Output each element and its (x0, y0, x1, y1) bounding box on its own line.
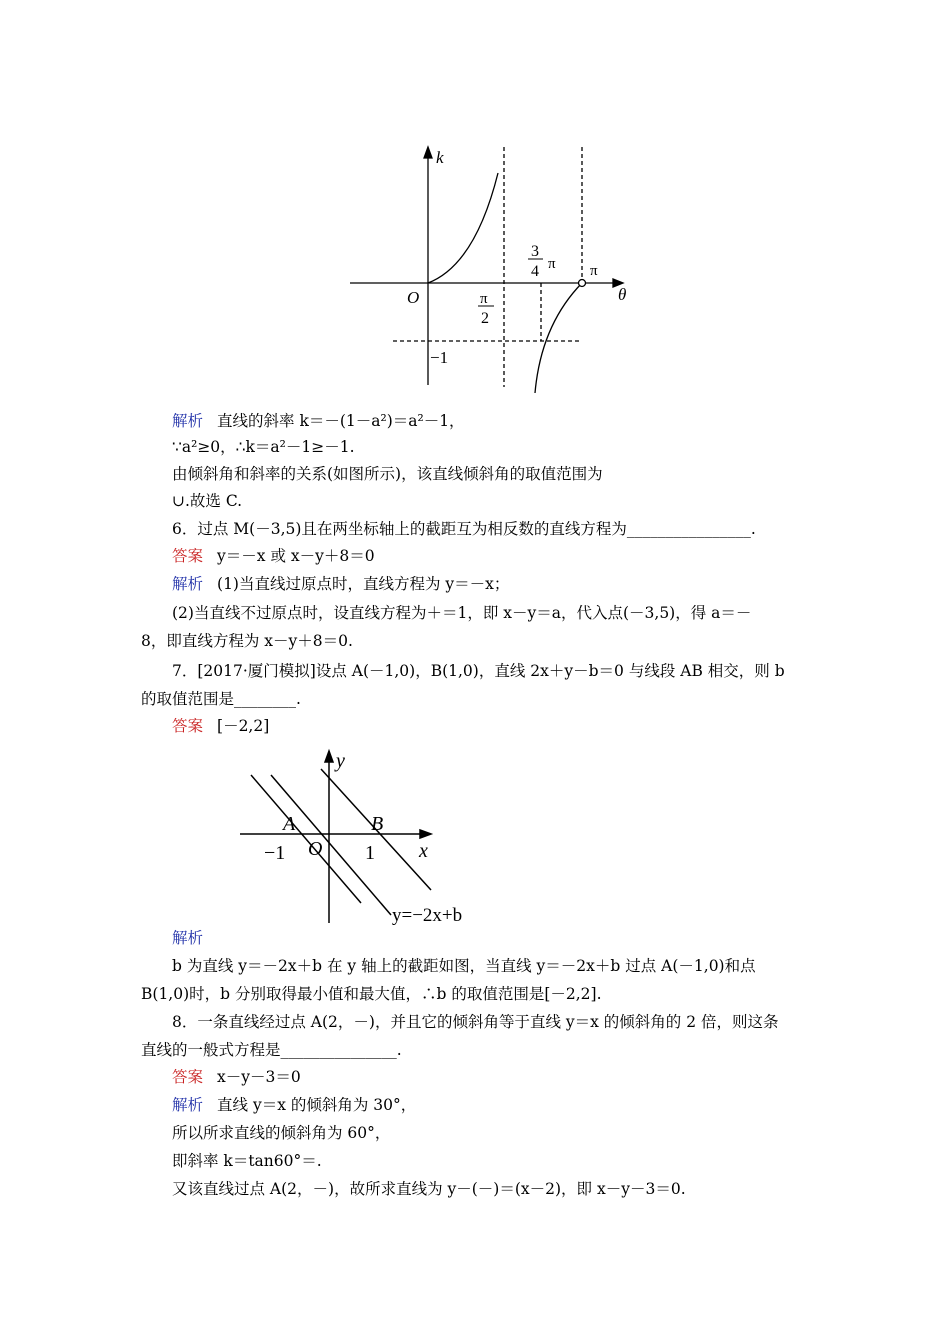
line-segment-figure (226, 745, 488, 930)
q5-analysis-line2: ∵a²≥0，∴k＝a²－1≥－1. (172, 438, 355, 456)
q8-analysis-line4: 又该直线过点 A(2，－)，故所求直线为 y－(－)＝(x－2)，即 x－y－3＝0. (172, 1180, 686, 1198)
q6-stem: 6．过点 M(－3,5)且在两坐标轴上的截距互为相反数的直线方程为________________. (172, 520, 756, 538)
q7-analysis-label: 解析 (172, 929, 204, 947)
q8-analysis-line1: 解析 直线 y＝x 的倾斜角为 30°， (172, 1096, 417, 1114)
tan-curve-right (535, 283, 582, 393)
q8-answer-line: 答案 x－y－3＝0 (172, 1068, 301, 1086)
analysis-label: 解析 (172, 412, 204, 430)
answer-label: 答案 (172, 547, 204, 565)
q7-stem-line2: 的取值范围是________. (141, 690, 301, 708)
point-a-label: A (283, 813, 296, 835)
origin-label: O (407, 288, 420, 307)
k-label: k (436, 148, 444, 167)
q5-analysis-line3: 由倾斜角和斜率的关系(如图所示)，该直线倾斜角的取值范围为 (172, 465, 603, 483)
q8-analysis-line2: 所以所求直线的倾斜角为 60°， (172, 1124, 391, 1142)
line-equation-label: y=−2x+b (392, 905, 463, 926)
slope-angle-figure (345, 125, 640, 400)
three-quarter-numerator: 3 (531, 243, 539, 260)
three-quarter-pi: π (548, 256, 556, 272)
q8-stem-line2: 直线的一般式方程是_______________. (141, 1041, 402, 1059)
q7-stem-line1: 7．[2017·厦门模拟]设点 A(－1,0)，B(1,0)，直线 2x＋y－b＝0 与线段 AB 相交，则 b (172, 662, 785, 680)
pi-label: π (590, 263, 598, 279)
q6-answer-line: 答案 y＝－x 或 x－y＋8＝0 (172, 547, 375, 565)
answer-label: 答案 (172, 717, 204, 735)
x-axis-arrow (420, 830, 431, 838)
origin-label: O (308, 838, 323, 860)
k-axis-arrow (424, 147, 432, 158)
three-quarter-denominator: 4 (531, 263, 539, 280)
answer-label: 答案 (172, 1068, 204, 1086)
analysis-label: 解析 (172, 1096, 204, 1114)
tick-1-label: 1 (365, 842, 375, 864)
q7-analysis-line2: B(1,0)时，b 分别取得最小值和最大值，∴b 的取值范围是[－2,2]. (141, 985, 602, 1003)
theta-label: θ (618, 285, 627, 304)
q6-analysis-line3: 8，即直线方程为 x－y＋8＝0. (141, 632, 353, 650)
y-axis-label: y (336, 750, 345, 772)
tick-neg1-label: −1 (264, 842, 286, 864)
analysis-label: 解析 (172, 575, 204, 593)
tan-curve-left (428, 173, 498, 283)
half-pi-denominator: 2 (481, 310, 489, 327)
q6-analysis-line2: (2)当直线不过原点时，设直线方程为＋＝1，即 x－y＝a，代入点(－3,5)，得 a＝－ (172, 604, 752, 622)
point-b-label: B (371, 813, 384, 835)
q7-analysis-line1: b 为直线 y＝－2x＋b 在 y 轴上的截距如图，当直线 y＝－2x＋b 过点 A(－1,0)和点 (172, 957, 756, 975)
q6-analysis-line1: 解析 (1)当直线过原点时，直线方程为 y＝－x； (172, 575, 510, 593)
minus-one-label: −1 (430, 348, 449, 367)
q8-stem-line1: 8．一条直线经过点 A(2，－)，并且它的倾斜角等于直线 y＝x 的倾斜角的 2 倍，则这条 (172, 1013, 779, 1031)
q8-analysis-line3: 即斜率 k＝tan60°＝. (172, 1152, 322, 1170)
open-point-pi (579, 280, 586, 287)
half-pi-numerator: π (480, 291, 488, 307)
q7-answer-line: 答案 [－2,2] (172, 717, 270, 735)
q5-analysis-line4: ∪.故选 C. (172, 492, 243, 510)
x-axis-label: x (419, 840, 428, 862)
y-axis-arrow (325, 751, 333, 762)
q5-analysis-line1: 解析 直线的斜率 k＝－(1－a²)＝a²－1， (172, 412, 465, 430)
